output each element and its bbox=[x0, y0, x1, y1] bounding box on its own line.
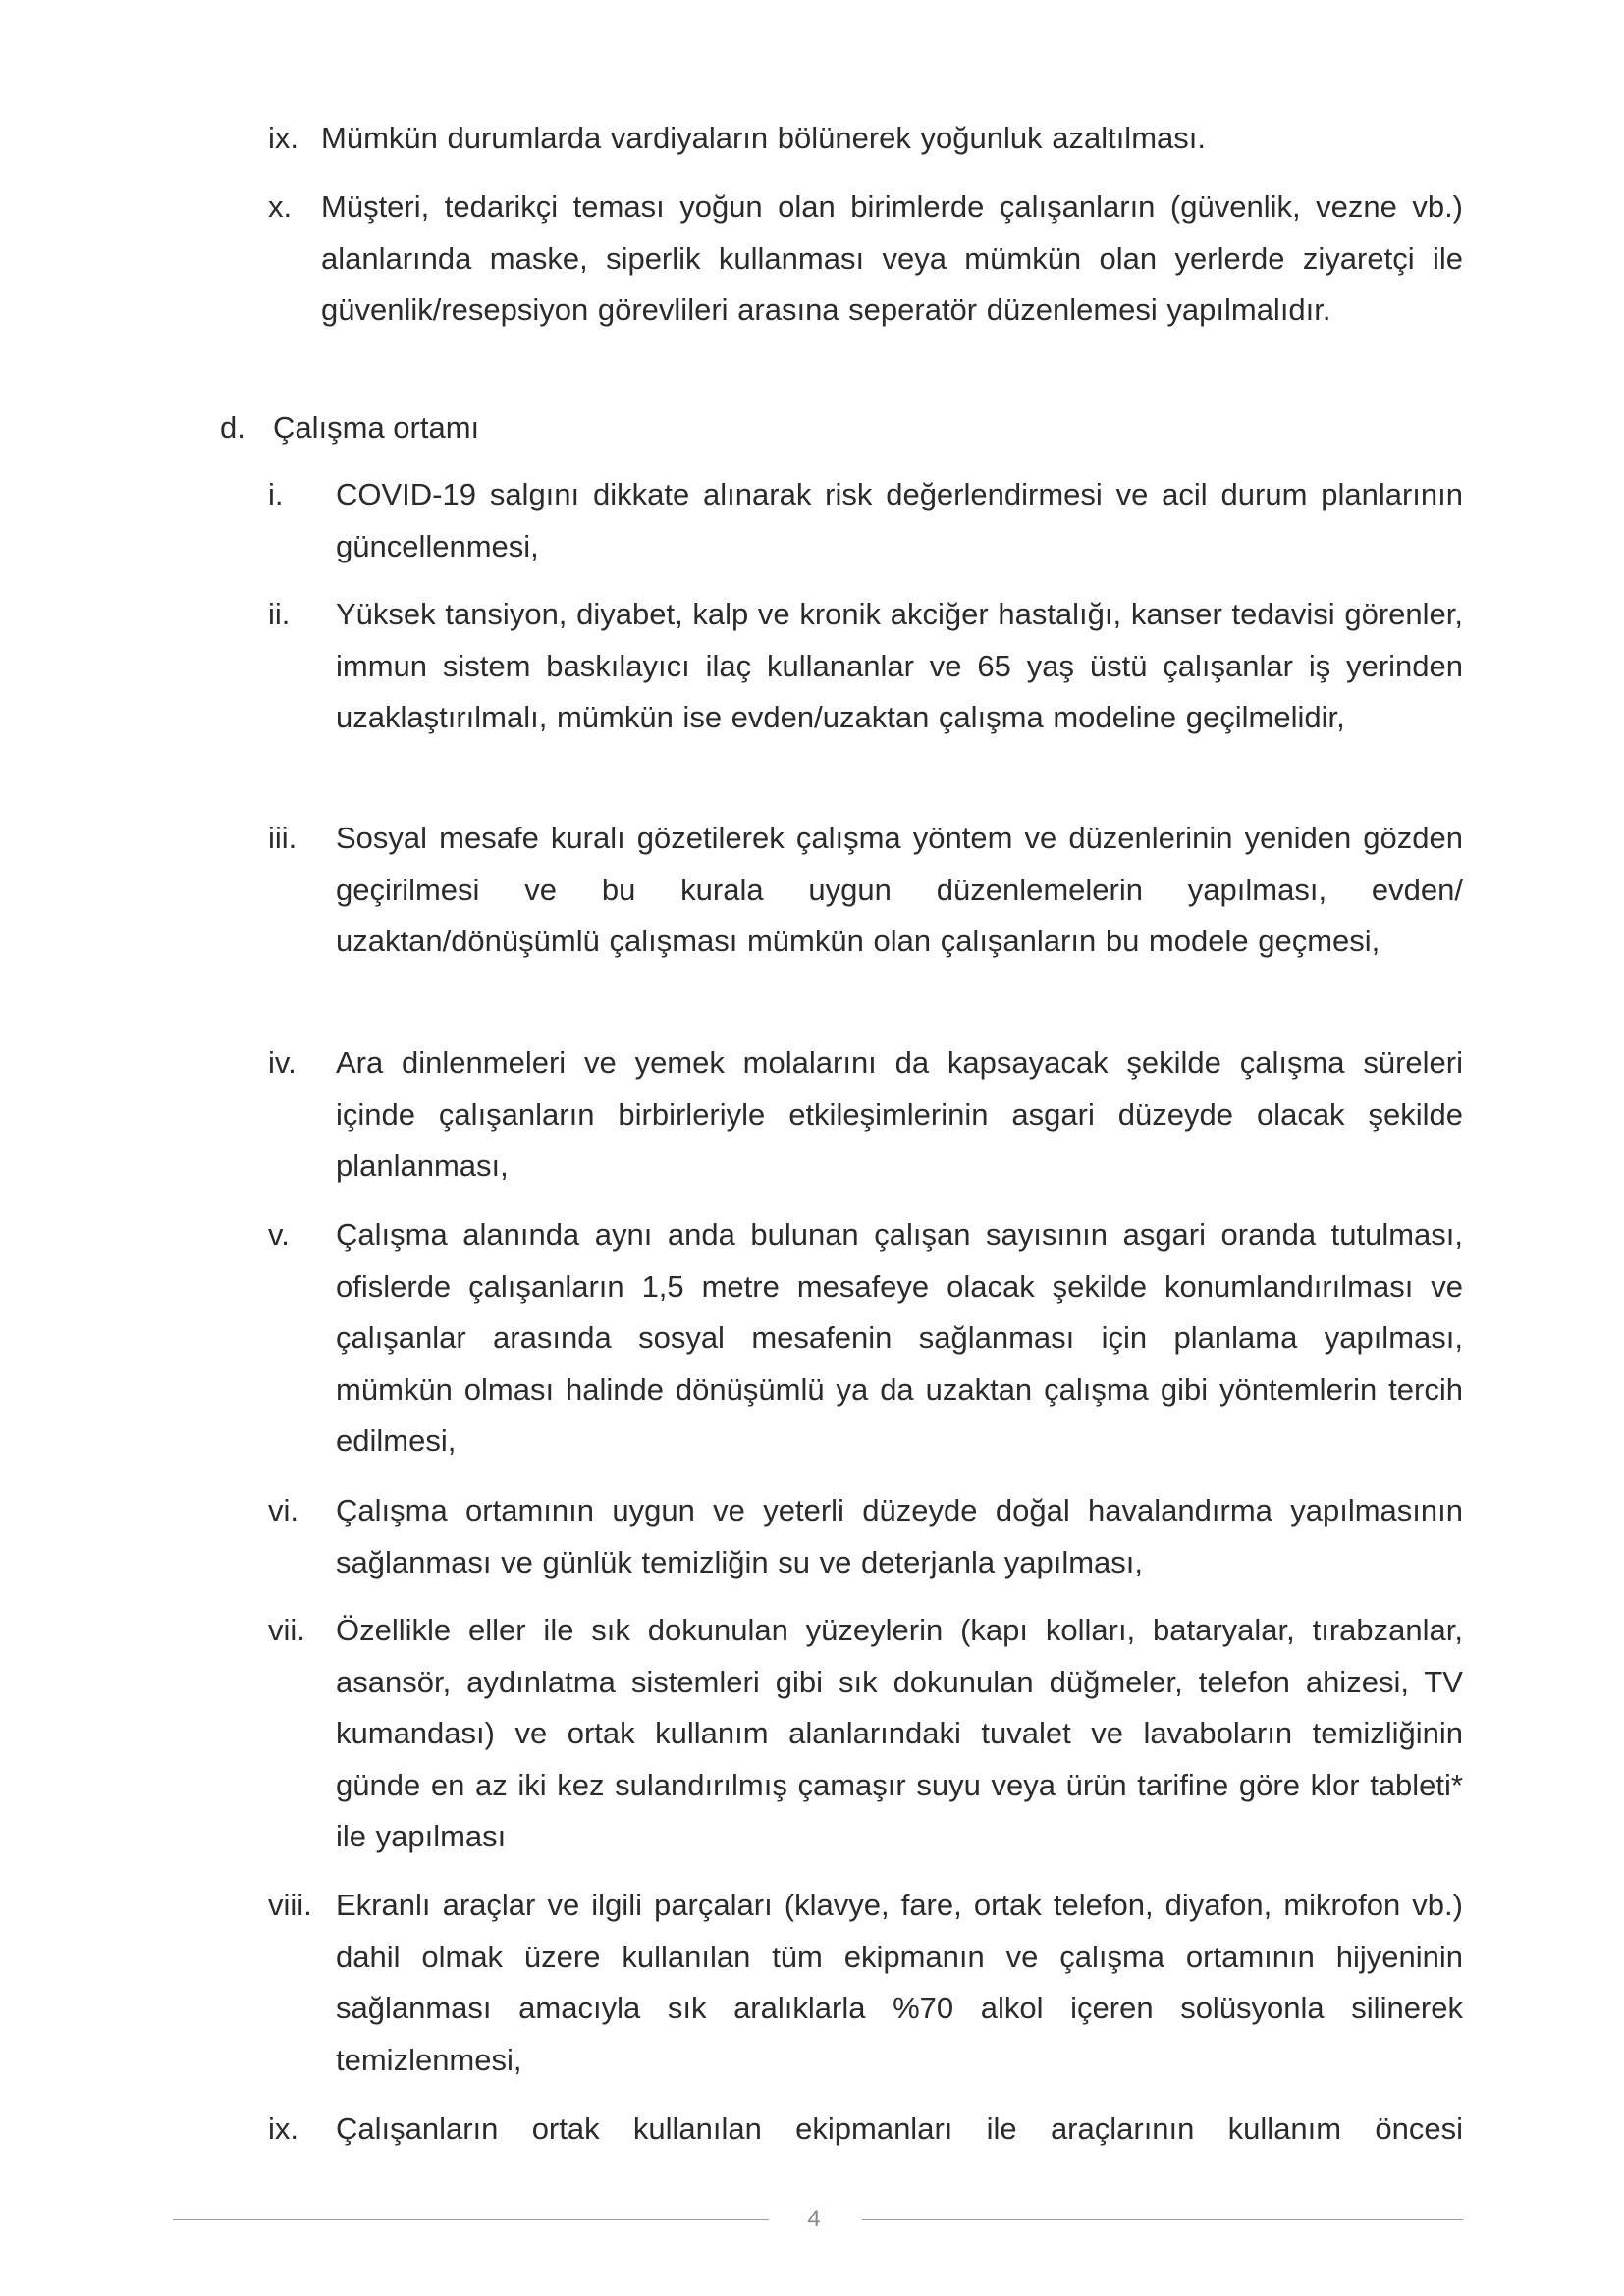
list-item-text: Çalışma ortamının uygun ve yeterli düzeyde doğal havalandırma yapılmasının sağlanması ve günlük temizliğin su ve deterjanla yapılması, bbox=[336, 1493, 1463, 1579]
list-item-text: Sosyal mesafe kuralı gözetilerek çalışma yöntem ve düzenlerinin yeniden gözden geçirilmesi ve bu kurala uygun düzenlemelerin yapılması, evden/ uzaktan/dönüşümlü çalışması mümkün olan çalışanların bu modele geçmesi, bbox=[336, 821, 1463, 958]
list-item-text: Çalışanların ortak kullanılan ekipmanları ile araçlarının kullanım öncesi bbox=[336, 2111, 1463, 2146]
page-number: 4 bbox=[807, 2206, 821, 2232]
list-item-number: iv. bbox=[268, 1045, 297, 1080]
list-item-text: Müşteri, tedarikçi teması yoğun olan birimlerde çalışanların (güvenlik, vezne vb.) alanlarında maske, siperlik kullanması veya mümkün olan yerlerde ziyaretçi ile güvenlik/resepsiyon görevlileri arasına seperatör düzenlemesi yapılmalıdır. bbox=[321, 189, 1463, 327]
list-item-text: Yüksek tansiyon, diyabet, kalp ve kronik akciğer hastalığı, kanser tedavisi görenler, immun sistem baskılayıcı ilaç kullananlar ve 65 yaş üstü çalışanlar iş yerinden uzaklaştırılmalı, mümkün ise evden/uzaktan çalışma modeline geçilmelidir, bbox=[336, 597, 1463, 734]
footer-rule-right bbox=[862, 2219, 1463, 2220]
list-item-text: Özellikle eller ile sık dokunulan yüzeylerin (kapı kolları, bataryalar, tırabzanlar, asansör, aydınlatma sistemleri gibi sık dokunulan düğmeler, telefon ahizesi, TV kumandası) ve ortak kullanım alanlarındaki tuvalet ve lavaboların temizliğinin günde en az iki kez sulandırılmış çamaşır suyu veya ürün tarifine göre klor tableti* ile yapılması bbox=[336, 1613, 1463, 1853]
list-item-text: Mümkün durumlarda vardiyaların bölünerek yoğunluk azaltılması. bbox=[321, 121, 1206, 155]
section-title: Çalışma ortamı bbox=[273, 410, 480, 445]
list-item-number: vi. bbox=[268, 1493, 298, 1527]
list-item-number: ix. bbox=[268, 121, 298, 155]
list-item-text: COVID-19 salgını dikkate alınarak risk değerlendirmesi ve acil durum planlarının güncellenmesi, bbox=[336, 477, 1463, 563]
list-item-text: Ara dinlenmeleri ve yemek molalarını da kapsayacak şekilde çalışma süreleri içinde çalışanların birbirleriyle etkileşimlerinin asgari düzeyde olacak şekilde planlanması, bbox=[336, 1045, 1463, 1183]
list-item-text: Çalışma alanında aynı anda bulunan çalışan sayısının asgari oranda tutulması, ofislerde çalışanların 1,5 metre mesafeye olacak şekilde konumlandırılması ve çalışanlar arasında sosyal mesafenin sağlanması için planlama yapılması, mümkün olması halinde dönüşümlü ya da uzaktan çalışma gibi yöntemlerin tercih edilmesi, bbox=[336, 1217, 1463, 1458]
footer-rule-left bbox=[173, 2219, 769, 2220]
list-item-number: iii. bbox=[268, 821, 298, 855]
list-item-number: ix. bbox=[268, 2111, 298, 2146]
list-item-number: ii. bbox=[268, 597, 291, 631]
list-item-number: viii. bbox=[268, 1888, 312, 1922]
list-item-number: v. bbox=[268, 1217, 290, 1252]
list-item-number: x. bbox=[268, 189, 293, 224]
list-item-number: vii. bbox=[268, 1613, 305, 1647]
list-item-text: Ekranlı araçlar ve ilgili parçaları (klavye, fare, ortak telefon, diyafon, mikrofon vb.) dahil olmak üzere kullanılan tüm ekipmanın ve çalışma ortamının hijyeninin sağlanması amacıyla sık aralıklarla %70 alkol içeren solüsyonla silinerek temizlenmesi, bbox=[336, 1888, 1463, 2077]
section-letter: d. bbox=[220, 410, 245, 445]
list-item-number: i. bbox=[268, 477, 284, 511]
